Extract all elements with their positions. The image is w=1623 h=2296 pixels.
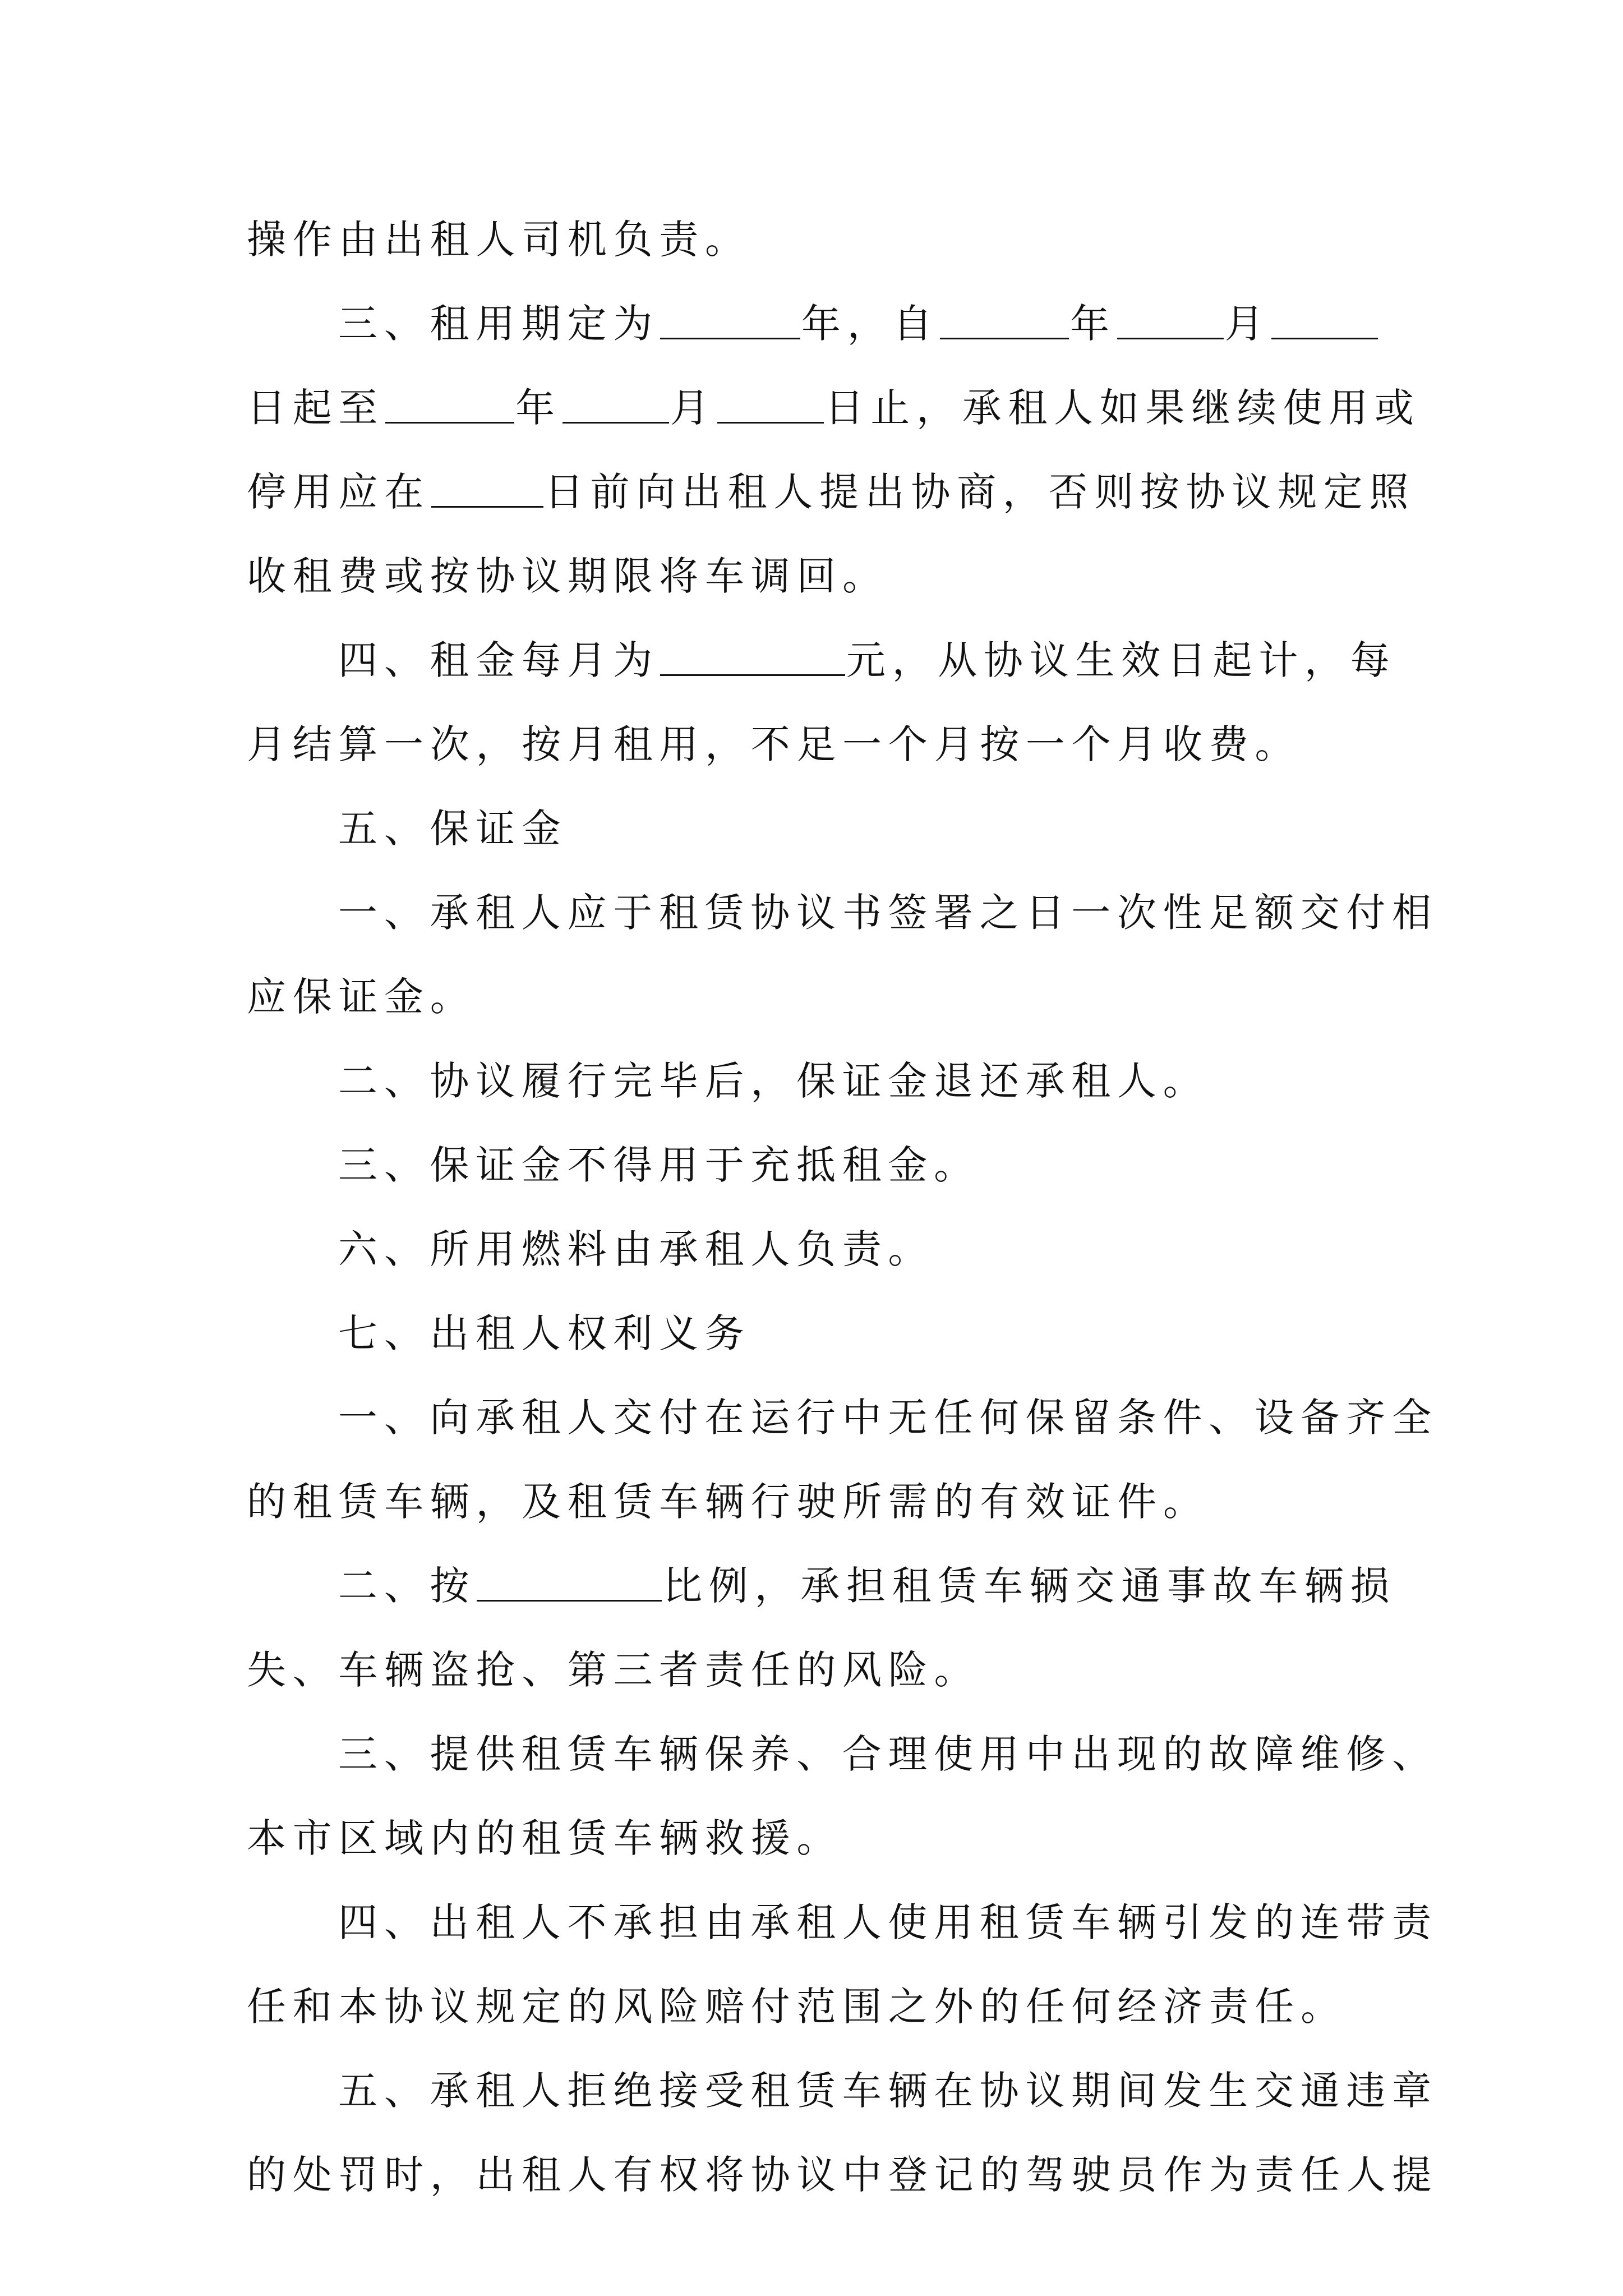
fill-in-blank: [1271, 307, 1378, 339]
section-heading: [247, 786, 1391, 871]
text: 一、向承租人交付在运行中无任何保留条件、设备齐全: [338, 1395, 1438, 1441]
text: 四、出租人不承担由承租人使用租赁车辆引发的连带责: [338, 1899, 1438, 1945]
paragraph-line: [247, 1375, 1438, 1460]
text: 三、保证金不得用于充抵租金。: [338, 1142, 980, 1188]
text: 三、租用期定为: [338, 301, 659, 347]
paragraph-line: [247, 1207, 1391, 1291]
paragraph-line: [247, 2049, 1438, 2133]
paragraph-line: [247, 1712, 1438, 1796]
text: 收租费或按协议期限将车调回。: [247, 553, 888, 599]
paragraph-line: [247, 282, 1391, 366]
paragraph-line: [247, 1544, 1396, 1628]
fill-in-blank: [1117, 307, 1224, 339]
text: 月: [1224, 301, 1271, 347]
paragraph-line: [247, 197, 1391, 282]
paragraph-line: [247, 534, 1391, 618]
fill-in-blank: [477, 1570, 662, 1602]
text: 月: [670, 385, 716, 431]
text: 七、出租人权利义务: [338, 1310, 751, 1356]
paragraph-line: [247, 702, 1391, 786]
text: 年: [515, 385, 561, 431]
text: 操作由出租人司机负责。: [247, 217, 751, 263]
paragraph-line: [247, 2133, 1438, 2217]
fill-in-blank: [940, 307, 1069, 339]
paragraph-line: [247, 1796, 1391, 1880]
text: 停用应在: [247, 469, 430, 515]
fill-in-blank: [385, 392, 514, 424]
text: 任和本协议规定的风险赔付范围之外的任何经济责任。: [247, 1984, 1347, 2030]
paragraph-line: [247, 871, 1438, 955]
fill-in-blank: [717, 392, 824, 424]
text: 元，从协议生效日起计，每: [846, 637, 1396, 683]
text: 的处罚时，出租人有权将协议中登记的驾驶员作为责任人提: [247, 2152, 1438, 2198]
paragraph-line: [247, 1123, 1391, 1207]
text: 的租赁车辆，及租赁车辆行驶所需的有效证件。: [247, 1479, 1209, 1525]
paragraph-line: [247, 1628, 1391, 1712]
paragraph-line: [247, 1039, 1391, 1123]
text: 二、协议履行完毕后，保证金退还承租人。: [338, 1058, 1209, 1104]
text: 六、所用燃料由承租人负责。: [338, 1226, 934, 1272]
text: 三、提供租赁车辆保养、合理使用中出现的故障维修、: [338, 1731, 1438, 1777]
text: 月结算一次，按月租用，不足一个月按一个月收费。: [247, 721, 1301, 767]
text: 日前向出租人提出协商，否则按协议规定照: [544, 469, 1415, 515]
paragraph-line: [247, 366, 1421, 450]
text: 日起至: [247, 385, 385, 431]
text: 二、按: [338, 1563, 476, 1609]
text: 比例，承担租赁车辆交通事故车辆损: [663, 1563, 1396, 1609]
fill-in-blank: [660, 644, 845, 676]
text: 五、保证金: [338, 806, 568, 852]
fill-in-blank: [431, 476, 543, 508]
paragraph-line: [247, 1964, 1391, 2049]
text: 本市区域内的租赁车辆救援。: [247, 1815, 843, 1861]
paragraph-line: [247, 618, 1396, 702]
text: 四、租金每月为: [338, 637, 659, 683]
fill-in-blank: [562, 392, 669, 424]
text: 一、承租人应于租赁协议书签署之日一次性足额交付相: [338, 890, 1438, 936]
paragraph-line: [247, 1880, 1438, 1964]
paragraph-line: [247, 955, 1391, 1039]
paragraph-line: [247, 450, 1415, 534]
section-heading: [247, 1291, 1391, 1375]
text: 日止，承租人如果继续使用或: [824, 385, 1421, 431]
text: 年，自: [801, 301, 939, 347]
text: 应保证金。: [247, 974, 476, 1020]
text: 五、承租人拒绝接受租赁车辆在协议期间发生交通违章: [338, 2068, 1438, 2114]
text: 失、车辆盗抢、第三者责任的风险。: [247, 1647, 980, 1693]
text: 年: [1070, 301, 1116, 347]
paragraph-line: [247, 1460, 1391, 1544]
document-body: [247, 197, 1438, 2217]
fill-in-blank: [660, 307, 800, 339]
